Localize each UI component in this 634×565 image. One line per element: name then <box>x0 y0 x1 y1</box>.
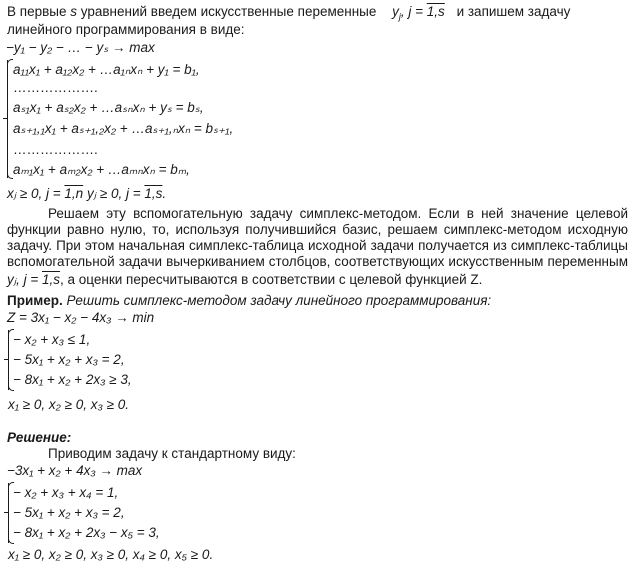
example-constraint-1: − x₂ + x₃ ≤ 1, <box>13 332 91 347</box>
example-objective: Z = 3x₁ − x₂ − 4x₃ → min <box>7 310 155 325</box>
example-system-brace <box>8 330 9 390</box>
para2-line-4: вспомогательной задачи вычеркиванием столбцов, соответствующих искусственным переменным <box>7 254 628 269</box>
aux-system-brace <box>7 60 8 178</box>
intro-line-1: В первые s уравнений введем искусственные переменные $y_j$, j = 1,s и запишем задачу <box>7 4 571 22</box>
example-constraint-3: − 8x₁ + x₂ + 2x₃ ≥ 3, <box>13 372 132 387</box>
solution-nonnegativity: x₁ ≥ 0, x₂ ≥ 0, x₃ ≥ 0, x₄ ≥ 0, x₅ ≥ 0. <box>8 547 214 562</box>
solution-constraint-3: − 8x₁ + x₂ + 2x₃ − x₅ = 3, <box>13 525 160 540</box>
aux-dots-1: ………………. <box>13 80 98 95</box>
aux-objective: −y₁ − y₂ − … − yₛ → max <box>6 40 155 55</box>
solution-constraint-2: − 5x₁ + x₂ + x₃ = 2, <box>13 505 125 520</box>
para2-line-3: задачу. При этом начальная симплекс-таблица исходной задачи получается из симплекс-таблицы <box>7 238 628 253</box>
solution-system-brace <box>8 483 9 543</box>
intro-line-2: линейного программирования в виде: <box>7 22 245 37</box>
aux-eq-1: a₁₁x₁ + a₁₂x₂ + …a₁ₙxₙ + y₁ = b₁, <box>13 62 200 77</box>
aux-dots-2: ………………. <box>13 142 98 157</box>
example-heading: Пример. Решить симплекс-методом задачу линейного программирования: <box>7 293 492 308</box>
var-s: s <box>70 4 77 19</box>
solution-heading: Решение: <box>7 430 72 445</box>
aux-eq-m: aₘ₁x₁ + aₘ₂x₂ + …aₘₙxₙ = bₘ, <box>13 162 190 177</box>
example-constraint-2: − 5x₁ + x₂ + x₃ = 2, <box>13 352 125 367</box>
aux-eq-s1: aₛ₊₁,₁x₁ + aₛ₊₁,₂x₂ + …aₛ₊₁,ₙxₙ = bₛ₊₁, <box>13 121 234 136</box>
aux-eq-s: aₛ₁x₁ + aₛ₂x₂ + …aₛₙxₙ + yₛ = bₛ, <box>13 100 204 115</box>
range-1-s: 1,s <box>426 4 445 19</box>
para2-line-2: функции равно нулю, то, используя получившийся базис, решаем симплекс-методом исходную <box>7 222 628 237</box>
solution-constraint-1: − x₂ + x₃ + x₄ = 1, <box>13 485 119 500</box>
para2-line-5: yⱼ, j = 1,s, а оценки пересчитываются в соответствии с целевой функцией Z. <box>7 272 483 287</box>
var-y: $y_j$ <box>392 4 401 22</box>
example-nonnegativity: x₁ ≥ 0, x₂ ≥ 0, x₃ ≥ 0. <box>8 397 130 412</box>
aux-conditions: xⱼ ≥ 0, j = 1,n yⱼ ≥ 0, j = 1,s. <box>7 186 167 201</box>
solution-objective: −3x₁ + x₂ + 4x₃ → max <box>7 463 143 478</box>
para2-line-1: Решаем эту вспомогательную задачу симплекс-методом. Если в ней значение целевой <box>48 206 628 221</box>
solution-text: Приводим задачу к стандартному виду: <box>48 446 296 461</box>
